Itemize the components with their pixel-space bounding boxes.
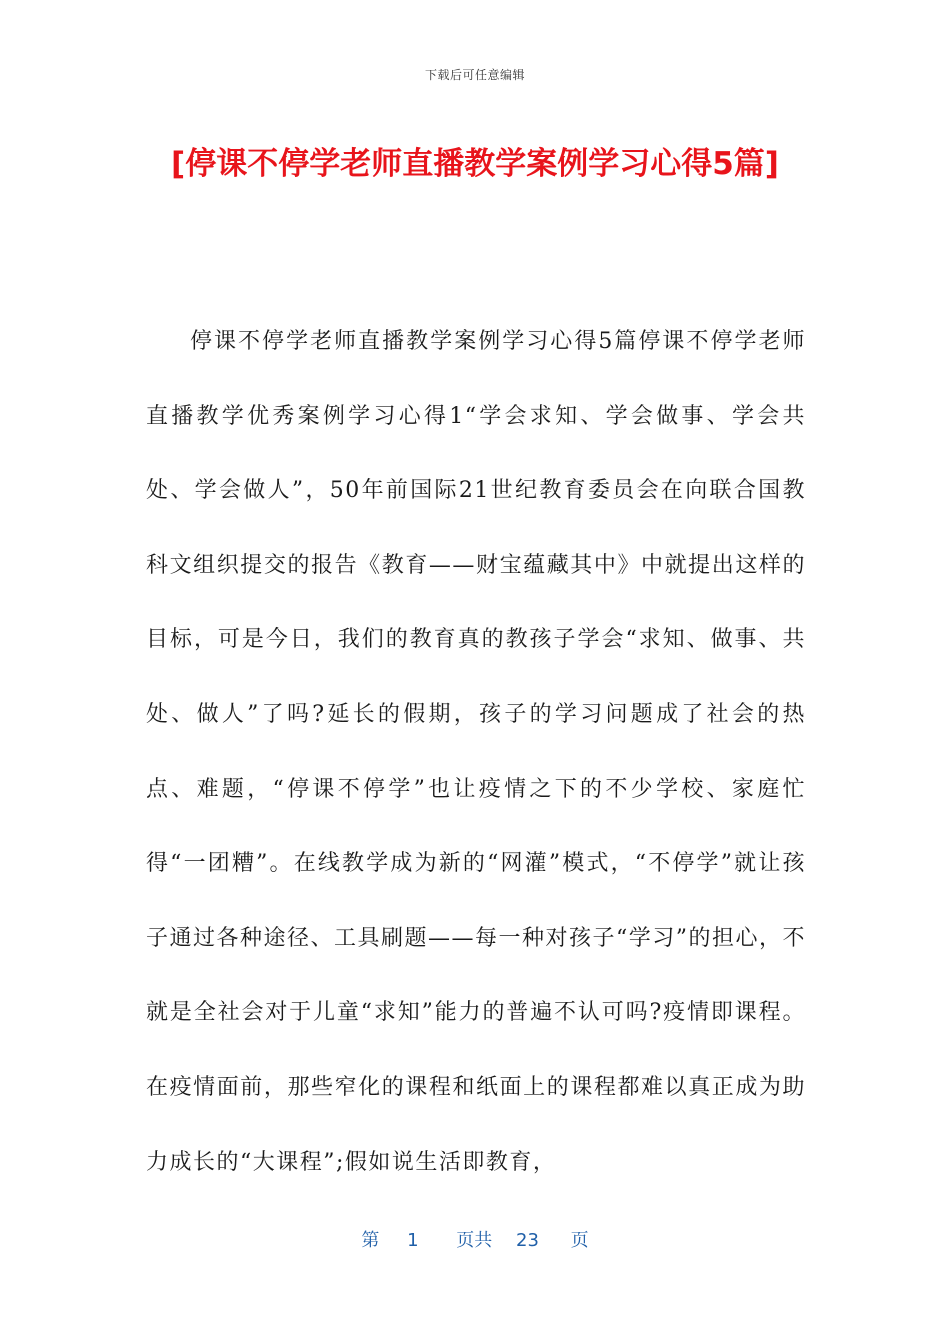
body-paragraph: 停课不停学老师直播教学案例学习心得5篇停课不停学老师直播教学优秀案例学习心得1“学会求知、学会做事、学会共处、学会做人”，50年前国际21世纪教育委员会在向联合国教科文组织提交的报告《教育——财宝蕴藏其中》中就提出这样的目标，可是今日，我们的教育真的教孩子学会“求知、做事、共处、做人”了吗?延长的假期，孩子的学习问题成了社会的热点、难题，“停课不停学”也让疫情之下的不少学校、家庭忙得“一团糟”。在线教学成为新的“网灌”模式，“不停学”就让孩子通过各种途径、工具刷题——每一种对孩子“学习”的担心，不就是全社会对于儿童“求知”能力的普遍不认可吗?疫情即课程。在疫情面前，那些窄化的课程和纸面上的课程都难以真正成为助力成长的“大课程”;假如说生活即教育， [146, 329, 806, 1175]
document-title: [停课不停学老师直播教学案例学习心得5篇] [171, 146, 779, 182]
footer-prefix: 第 [361, 1230, 380, 1251]
footer-middle: 页共 [456, 1230, 493, 1251]
footer-page-number: 1 [407, 1230, 419, 1251]
footer-suffix: 页 [570, 1230, 589, 1251]
footer-total-pages: 23 [516, 1230, 539, 1251]
page-footer [0, 1226, 950, 1252]
header-note: 下载后可任意编辑 [424, 68, 525, 82]
